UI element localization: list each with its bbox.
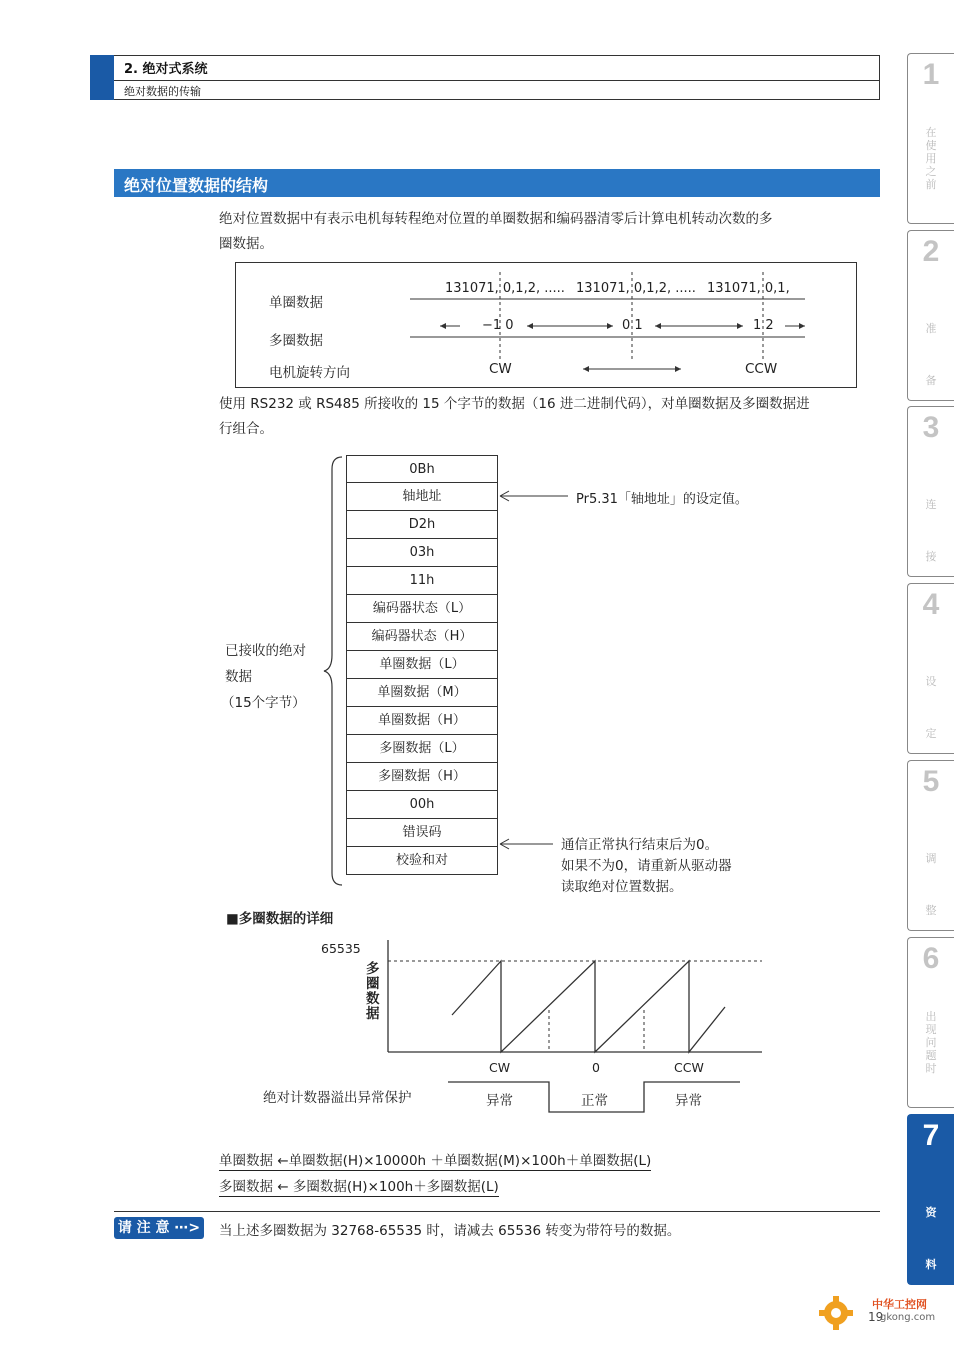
multi-value-3: 1 2	[753, 318, 774, 333]
byte-table	[346, 455, 498, 875]
label-multi-turn: 多圈数据	[269, 333, 323, 349]
byte-row: 错误码	[346, 819, 498, 847]
state-left: 异常	[486, 1093, 513, 1109]
formula-multi: 多圈数据 ← 多圈数据(H)×100h＋多圈数据(L)	[219, 1175, 499, 1197]
axis-address-note: Pr5.31「轴地址」的设定值。	[576, 492, 748, 507]
tab-label: 连接	[925, 498, 937, 563]
multi-turn-graph	[380, 935, 770, 1120]
graph-x-cw: CW	[489, 1060, 511, 1075]
intro-line-2: 圈数据。	[219, 236, 273, 252]
graph-x-zero: 0	[592, 1060, 600, 1075]
group-label-line-3: （15个字节）	[221, 695, 306, 711]
chapter-title: 2. 绝对式系统	[124, 62, 208, 77]
note-badge: 请 注 意 ⋯>	[114, 1217, 204, 1239]
tab-chapter-1[interactable]	[907, 53, 954, 224]
group-brace	[318, 455, 348, 890]
multi-value-2: 0 1	[622, 318, 643, 333]
tab-number: 3	[922, 411, 940, 444]
header-accent-bar	[90, 55, 114, 100]
error-note-line-1: 通信正常执行结束后为0。	[561, 837, 719, 853]
byte-row: 11h	[346, 567, 498, 595]
byte-row: 单圈数据（M）	[346, 679, 498, 707]
watermark-cn: 中华工控网	[872, 1298, 927, 1311]
byte-row: 多圈数据（H）	[346, 763, 498, 791]
tab-number: 1	[922, 58, 940, 91]
graph-ymax: 65535	[321, 941, 361, 956]
page-number: 19	[868, 1310, 884, 1324]
single-seq-2: 131071, 0,1,2, .....	[576, 281, 696, 296]
rs-line-2: 行组合。	[219, 421, 273, 437]
label-direction: 电机旋转方向	[269, 365, 350, 381]
tab-number: 5	[922, 765, 940, 798]
error-note-line-3: 读取绝对位置数据。	[561, 879, 683, 895]
tab-number: 7	[922, 1119, 940, 1152]
protect-label: 绝对计数器溢出异常保护	[263, 1090, 412, 1106]
tab-label: 准备	[925, 322, 937, 387]
byte-row: D2h	[346, 511, 498, 539]
tab-label: 资料	[925, 1206, 937, 1271]
tab-chapter-6[interactable]	[907, 937, 954, 1108]
note-divider	[114, 1211, 880, 1212]
tab-number: 4	[922, 588, 940, 621]
state-middle: 正常	[581, 1093, 608, 1109]
dir-cw: CW	[489, 361, 512, 377]
byte-row: 03h	[346, 539, 498, 567]
dir-ccw: CCW	[745, 361, 778, 377]
byte-row: 00h	[346, 791, 498, 819]
label-single-turn: 单圈数据	[269, 295, 323, 311]
tab-chapter-3[interactable]	[907, 406, 954, 577]
watermark-gear-icon	[818, 1295, 854, 1331]
tab-label: 设定	[925, 675, 937, 740]
chapter-subtitle: 绝对数据的传输	[124, 85, 201, 98]
watermark-url: gkong.com	[880, 1312, 936, 1323]
byte-row: 轴地址	[346, 483, 498, 511]
group-label-line-1: 已接收的绝对	[225, 643, 306, 659]
tab-label: 调整	[925, 852, 937, 917]
byte-row: 编码器状态（L）	[346, 595, 498, 623]
detail-title: ■多圈数据的详细	[226, 911, 334, 927]
section-header	[114, 169, 880, 197]
rs-line-1: 使用 RS232 或 RS485 所接收的 15 个字节的数据（16 进二进制代码），对单圈数据及多圈数据进	[219, 396, 810, 412]
group-label	[221, 638, 306, 716]
state-right: 异常	[675, 1093, 702, 1109]
byte-row: 单圈数据（L）	[346, 651, 498, 679]
tab-chapter-5[interactable]	[907, 760, 954, 931]
section-title: 绝对位置数据的结构	[124, 176, 269, 195]
callout-arrows	[498, 485, 570, 855]
byte-row: 编码器状态（H）	[346, 623, 498, 651]
tab-label: 在使用之前	[925, 126, 937, 191]
group-label-line-2: 数据	[225, 669, 252, 685]
intro-paragraph	[219, 207, 884, 257]
intro-line-1: 绝对位置数据中有表示电机每转程绝对位置的单圈数据和编码器清零后计算电机转动次数的多	[219, 211, 773, 227]
tab-chapter-4[interactable]	[907, 583, 954, 754]
byte-row: 校验和对	[346, 847, 498, 875]
rs-paragraph	[219, 392, 884, 442]
single-seq-3: 131071, 0,1,	[707, 281, 790, 296]
formula-single: 单圈数据 ←单圈数据(H)×10000h ＋单圈数据(M)×100h＋单圈数据(L)	[219, 1149, 651, 1171]
byte-row: 多圈数据（L）	[346, 735, 498, 763]
byte-row: 单圈数据（H）	[346, 707, 498, 735]
error-code-note	[561, 835, 732, 898]
tab-chapter-2[interactable]	[907, 230, 954, 401]
note-text: 当上述多圈数据为 32768-65535 时，请减去 65536 转变为带符号的数据。	[219, 1223, 681, 1239]
byte-row: 0Bh	[346, 455, 498, 483]
tab-number: 2	[922, 235, 940, 268]
graph-x-ccw: CCW	[674, 1060, 704, 1075]
tab-number: 6	[922, 942, 940, 975]
tab-label: 出现问题时	[925, 1010, 937, 1075]
header-divider	[114, 80, 880, 81]
header-box	[90, 55, 880, 100]
single-seq-1: 131071, 0,1,2, .....	[445, 281, 565, 296]
tab-chapter-7[interactable]	[907, 1114, 954, 1285]
error-note-line-2: 如果不为0，请重新从驱动器	[561, 858, 732, 874]
multi-value-1: −1 0	[482, 318, 514, 333]
graph-ylabel: 多圈数据	[366, 961, 380, 1022]
